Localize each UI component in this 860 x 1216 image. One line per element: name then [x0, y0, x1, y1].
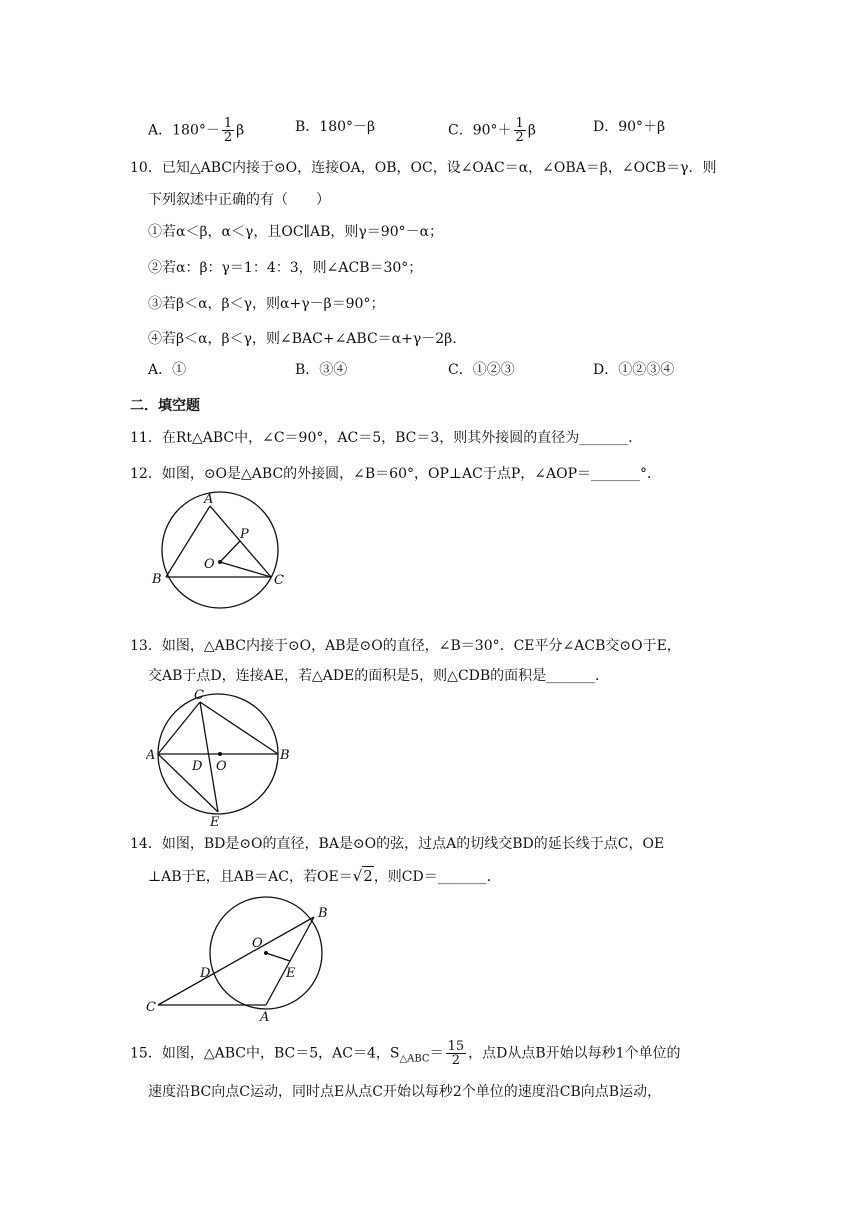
label-a: A — [204, 492, 214, 507]
label-e: E — [286, 966, 296, 981]
q10-option-c: C．①②③ — [448, 362, 515, 378]
q13-line1: 13．如图，△ABC内接于⊙O，AB是⊙O的直径，∠B＝30°．CE平分∠ACB交⊙O于E， — [130, 638, 681, 654]
q10-option-a: A．① — [148, 362, 187, 378]
q9-option-d: D．90°＋β — [593, 119, 666, 135]
center-dot — [218, 752, 222, 756]
label-o: O — [252, 936, 263, 951]
figure-12 — [148, 488, 298, 618]
label-b: B — [318, 906, 328, 921]
label-c: C — [194, 688, 204, 703]
q10-item-4: ④若β＜α，β＜γ，则∠BAC+∠ABC＝α+γ－2β. — [148, 331, 457, 347]
label-o: O — [204, 557, 215, 572]
fraction: $\frac{1}{2}$ — [223, 116, 233, 145]
label-b: B — [280, 748, 290, 763]
sqrt: √2 — [352, 867, 373, 885]
label-d: D — [200, 966, 211, 981]
q11: 11．在Rt△ABC中，∠C＝90°，AC＝5，BC＝3，则其外接圆的直径为_______． — [130, 430, 643, 446]
q10-item-3: ③若β＜α，β＜γ，则α+γ－β＝90°； — [148, 296, 385, 312]
q9-option-c: C．90°＋ $\frac{1}{2}$ β — [448, 116, 536, 145]
center-dot — [218, 560, 222, 564]
label-c: C — [274, 573, 284, 588]
q15-line1: 15．如图，△ABC中，BC＝5，AC＝4，$S_{\triangle ABC}=$ $\frac{15}{2}$ ，点D从点B开始以每秒1个单位的 — [130, 1039, 681, 1068]
label-o: O — [216, 759, 227, 774]
q12: 12．如图，⊙O是△ABC的外接圆，∠B＝60°，OP⊥AC于点P，∠AOP＝_______°． — [130, 466, 662, 482]
q10-option-b: B．③④ — [295, 362, 348, 378]
segment-oc — [220, 562, 271, 577]
q10-item-2: ②若α：β：γ＝1：4：3，则∠ACB＝30°； — [148, 260, 423, 276]
segment-oe — [266, 953, 290, 961]
label-b: B — [152, 572, 162, 587]
fraction: $\frac{15}{2}$ — [447, 1039, 465, 1068]
q9-option-a: A．180°－ $\frac{1}{2}$ β — [148, 116, 245, 145]
center-dot — [264, 951, 268, 955]
q10-line1: 10．已知△ABC内接于⊙O，连接OA，OB，OC，设∠OAC＝α，∠OBA＝β，∠OCB＝γ．则 — [130, 160, 717, 176]
q10-item-1: ①若α＜β，α＜γ，且OC∥AB，则γ＝90°－α； — [148, 224, 444, 240]
label-p: P — [240, 527, 249, 542]
q14-line1: 14．如图，BD是⊙O的直径，BA是⊙O的弦，过点A的切线交BD的延长线于点C，OE — [130, 836, 665, 852]
segment-op — [220, 541, 240, 562]
label-a: A — [146, 748, 156, 763]
q10-line2: 下列叙述中正确的有（ ） — [148, 192, 330, 208]
label-e: E — [210, 815, 220, 828]
circle — [162, 492, 278, 608]
q10-option-d: D．①②③④ — [593, 362, 675, 378]
figure-14 — [144, 895, 334, 1025]
label-a: A — [260, 1010, 270, 1025]
q15-line2: 速度沿BC向点C运动，同时点E从点C开始以每秒2个单位的速度沿CB向点B运动， — [148, 1084, 662, 1100]
q9-option-b: B．180°－β — [295, 119, 376, 135]
fraction: $\frac{1}{2}$ — [515, 116, 524, 145]
q14-line2: ⊥AB于E，且AB＝AC，若OE＝√2，则CD＝_______． — [148, 867, 501, 885]
section-heading: 二．填空题 — [130, 398, 200, 414]
figure-13 — [146, 688, 296, 828]
segment-cb — [200, 702, 278, 754]
q13-line2: 交AB于点D，连接AE，若△ADE的面积是5，则△CDB的面积是_______． — [148, 668, 610, 684]
segment-ce — [200, 702, 218, 812]
label-c: C — [146, 1000, 156, 1015]
segment-ae — [158, 754, 218, 812]
label-d: D — [192, 759, 203, 774]
